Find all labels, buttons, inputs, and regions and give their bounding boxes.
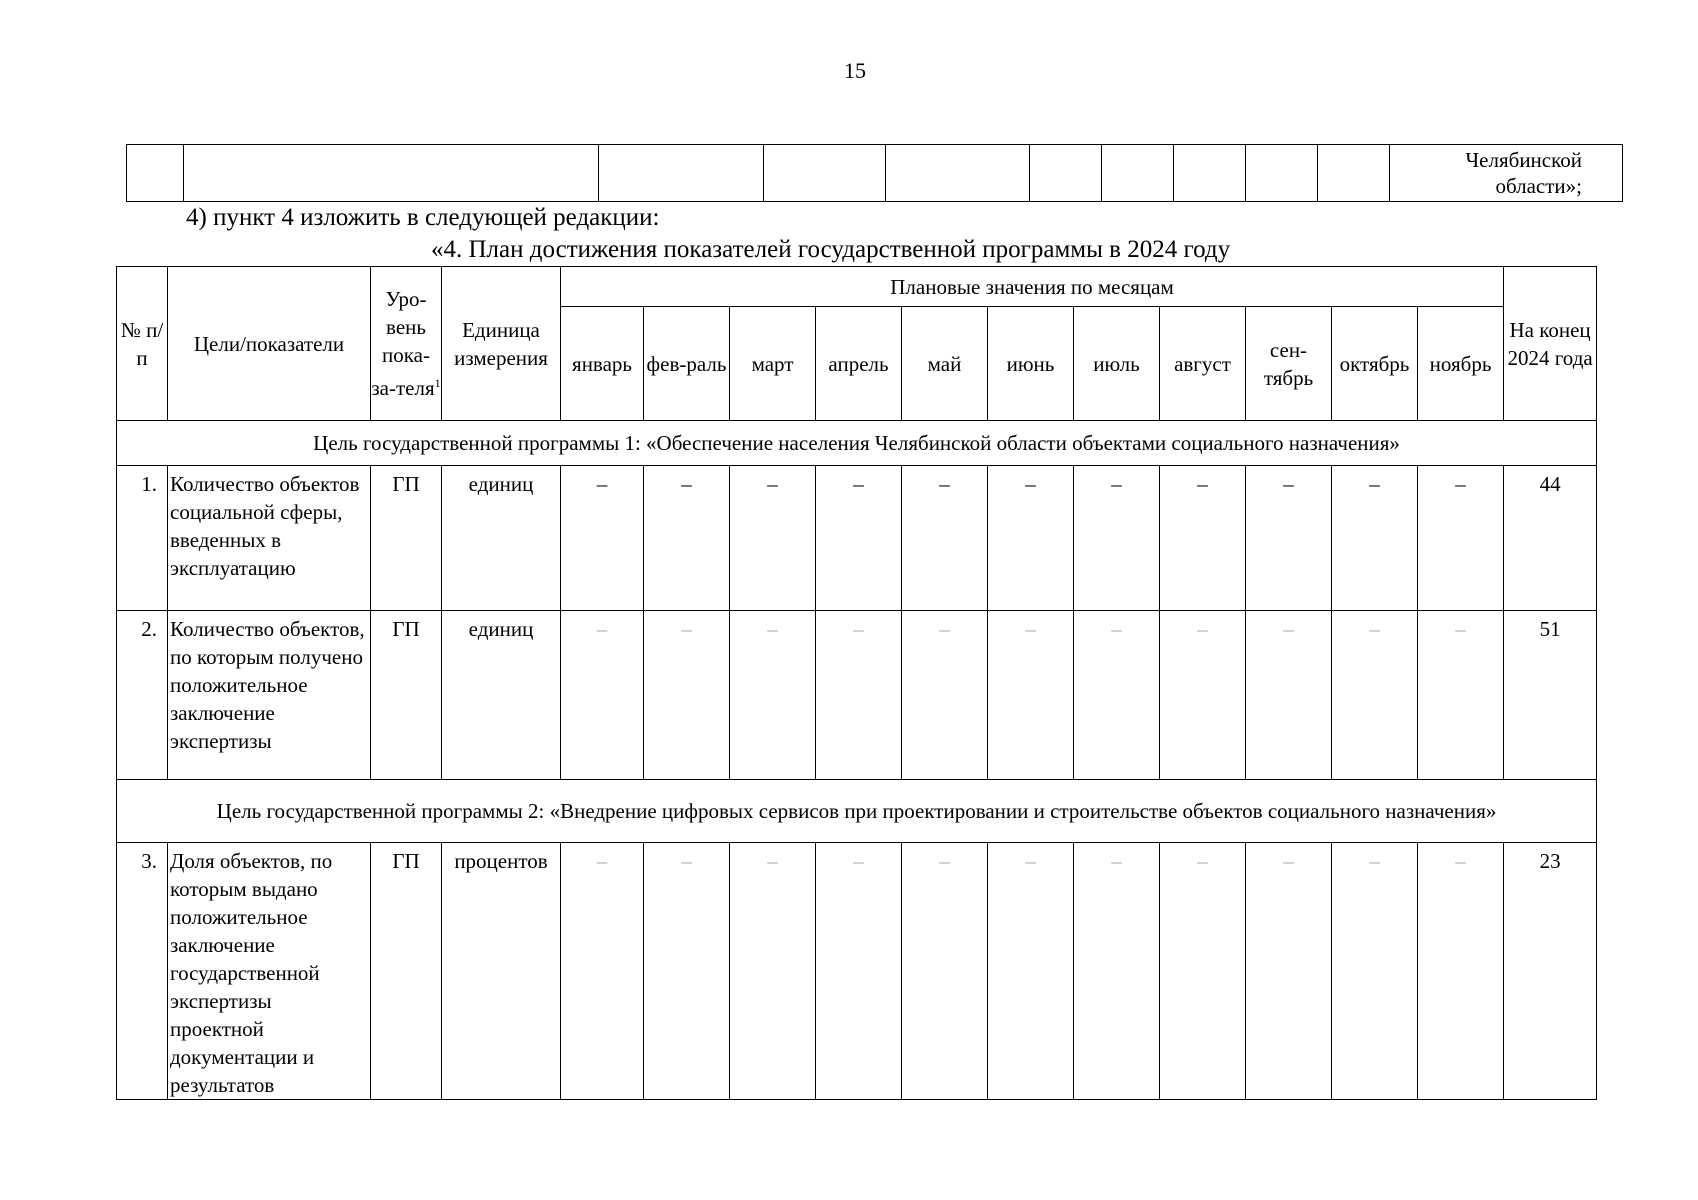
row-end-value: 23 <box>1504 843 1597 1100</box>
header-month: фев-раль <box>644 307 730 421</box>
month-value: – <box>730 843 816 1100</box>
goal-row-2: Цель государственной программы 2: «Внедрение цифровых сервисов при проектировании и строительстве объектов социального назначения» <box>117 780 1597 843</box>
responsible-cell: Челябинской области»; <box>1390 145 1623 202</box>
previous-table-continuation <box>126 144 1623 202</box>
row-level: ГП <box>371 843 442 1100</box>
month-value: – <box>730 466 816 611</box>
instruction-text: 4) пункт 4 изложить в следующей редакции: <box>186 204 660 231</box>
header-month: ноябрь <box>1418 307 1504 421</box>
header-month: октябрь <box>1332 307 1418 421</box>
month-value: – <box>816 611 902 780</box>
row-num: 2. <box>117 611 168 780</box>
month-value: – <box>1332 843 1418 1100</box>
month-value: – <box>1074 466 1160 611</box>
month-value: – <box>816 843 902 1100</box>
row-end-value: 44 <box>1504 466 1597 611</box>
indicators-plan-table <box>116 266 1597 1100</box>
empty-cell <box>127 145 184 202</box>
goal-row-1: Цель государственной программы 1: «Обеспечение населения Челябинской области объектами социального назначения» <box>117 421 1597 466</box>
month-value: – <box>1418 466 1504 611</box>
header-month: сен-тябрь <box>1246 307 1332 421</box>
month-value: – <box>730 611 816 780</box>
table-row <box>117 466 1597 611</box>
row-unit: единиц <box>442 466 561 611</box>
empty-cell <box>1174 145 1246 202</box>
empty-cell <box>184 145 599 202</box>
header-unit: Единица измерения <box>442 267 561 421</box>
month-value: – <box>1074 843 1160 1100</box>
header-level-label: Уро-вень пока-за-теля <box>371 287 435 400</box>
empty-cell <box>1318 145 1390 202</box>
page-number: 15 <box>844 58 866 83</box>
row-name: Доля объектов, по которым выдано положительное заключение государственной экспертизы проектной документации и результатов <box>168 843 371 1100</box>
month-value: – <box>1160 843 1246 1100</box>
month-value: – <box>1074 611 1160 780</box>
month-value: – <box>1332 466 1418 611</box>
header-month: март <box>730 307 816 421</box>
month-value: – <box>644 466 730 611</box>
table-row <box>117 843 1597 1100</box>
month-value: – <box>644 611 730 780</box>
row-unit: процентов <box>442 843 561 1100</box>
header-num: № п/п <box>117 267 168 421</box>
row-unit: единиц <box>442 611 561 780</box>
header-month: май <box>902 307 988 421</box>
header-end: На конец 2024 года <box>1504 267 1597 421</box>
header-level <box>371 267 442 421</box>
month-value: – <box>644 843 730 1100</box>
empty-cell <box>599 145 764 202</box>
month-value: – <box>988 466 1074 611</box>
header-month: апрель <box>816 307 902 421</box>
header-plan: Плановые значения по месяцам <box>561 267 1504 307</box>
header-month: июль <box>1074 307 1160 421</box>
month-value: – <box>1246 843 1332 1100</box>
month-value: – <box>1160 466 1246 611</box>
month-value: – <box>1332 611 1418 780</box>
row-name: Количество объектов социальной сферы, введенных в эксплуатацию <box>168 466 371 611</box>
month-value: – <box>902 611 988 780</box>
row-level: ГП <box>371 466 442 611</box>
month-value: – <box>1418 611 1504 780</box>
month-value: – <box>561 843 644 1100</box>
month-value: – <box>988 843 1074 1100</box>
header-month: август <box>1160 307 1246 421</box>
month-value: – <box>561 466 644 611</box>
month-value: – <box>902 843 988 1100</box>
row-num: 1. <box>117 466 168 611</box>
row-level: ГП <box>371 611 442 780</box>
row-num: 3. <box>117 843 168 1100</box>
empty-cell <box>1102 145 1174 202</box>
header-month: январь <box>561 307 644 421</box>
month-value: – <box>816 466 902 611</box>
footnote-marker: 1 <box>434 376 441 390</box>
month-value: – <box>1246 466 1332 611</box>
month-value: – <box>902 466 988 611</box>
month-value: – <box>1418 843 1504 1100</box>
empty-cell <box>1030 145 1102 202</box>
month-value: – <box>1160 611 1246 780</box>
row-end-value: 51 <box>1504 611 1597 780</box>
table-row <box>117 611 1597 780</box>
month-value: – <box>988 611 1074 780</box>
empty-cell <box>886 145 1030 202</box>
header-month: июнь <box>988 307 1074 421</box>
month-value: – <box>1246 611 1332 780</box>
month-value: – <box>561 611 644 780</box>
header-goal: Цели/показатели <box>168 267 371 421</box>
row-name: Количество объектов, по которым получено положительное заключение экспертизы <box>168 611 371 780</box>
section-heading: «4. План достижения показателей государственной программы в 2024 году <box>431 236 1231 263</box>
empty-cell <box>764 145 886 202</box>
empty-cell <box>1246 145 1318 202</box>
